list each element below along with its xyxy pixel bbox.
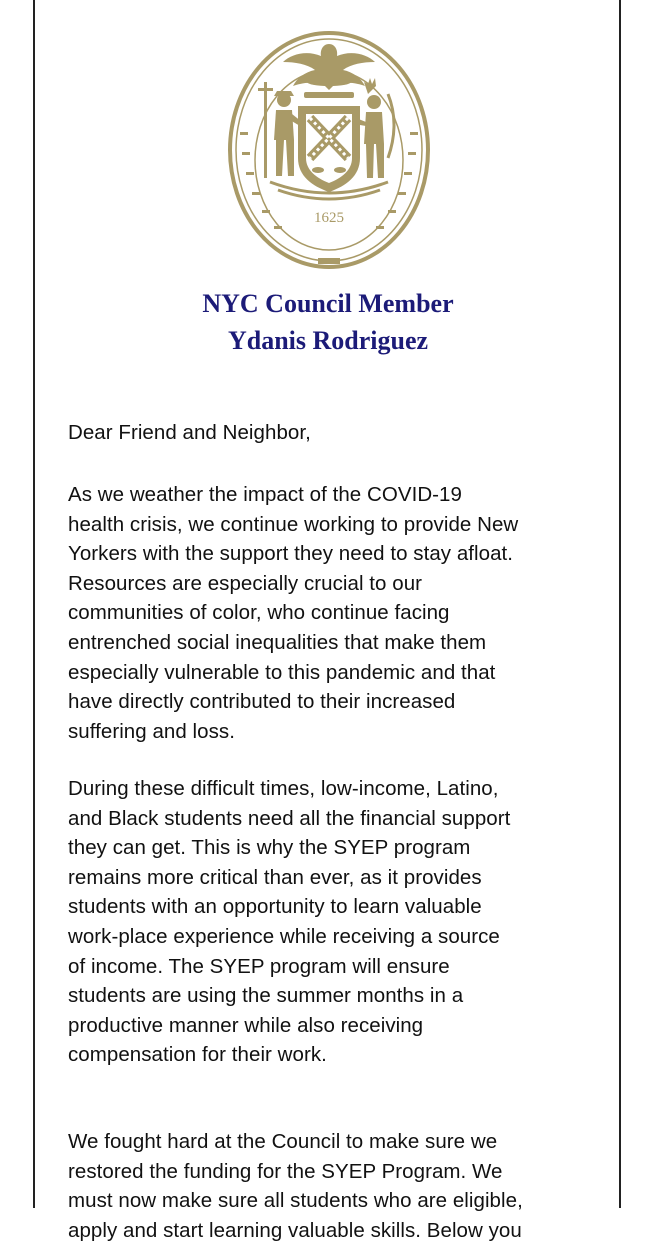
seal-year: 1625 — [314, 210, 344, 226]
paragraph-line: they can get. This is why the SYEP program — [68, 836, 471, 860]
paragraph-line: productive manner while also receiving — [68, 1013, 424, 1037]
paragraph-line: entrenched social inequalities that make them — [68, 630, 487, 654]
paragraph-line: students with an opportunity to learn valuable — [68, 895, 482, 919]
letter-paragraph-2 — [68, 774, 608, 1070]
letter-greeting: Dear Friend and Neighbor, — [68, 421, 311, 444]
paragraph-line: remains more critical than ever, as it provides — [68, 865, 482, 889]
paragraph-line: compensation for their work. — [68, 1043, 327, 1067]
paragraph-line: During these difficult times, low-income, Latino, — [68, 777, 499, 800]
paragraph-line: and Black students need all the financial support — [68, 806, 511, 830]
paragraph-line: We fought hard at the Council to make sure we — [68, 1130, 498, 1153]
paragraph-line: suffering and loss. — [68, 719, 235, 743]
letter-paragraph-3 — [68, 1127, 608, 1245]
paragraph-line: have directly contributed to their increased — [68, 690, 456, 714]
paragraph-line: students are using the summer months in a — [68, 984, 464, 1008]
paragraph-line: restored the funding for the SYEP Program. We — [68, 1159, 503, 1183]
paragraph-line: health crisis, we continue working to provide New — [68, 512, 519, 536]
paragraph-line: apply and start learning valuable skills. Below you — [68, 1218, 522, 1242]
council-member-name: Ydanis Rodriguez — [227, 326, 429, 355]
nyc-seal-icon — [226, 22, 432, 274]
paragraph-line: As we weather the impact of the COVID-19 — [68, 483, 462, 506]
paragraph-line: of income. The SYEP program will ensure — [68, 954, 450, 978]
paragraph-line: especially vulnerable to this pandemic and that — [68, 660, 496, 684]
council-member-title: NYC Council Member — [202, 289, 454, 318]
letter-paragraph-1 — [68, 480, 608, 746]
paragraph-line: Resources are especially crucial to our — [68, 571, 423, 595]
paragraph-line: work-place experience while receiving a source — [68, 924, 500, 948]
paragraph-line: Yorkers with the support they need to stay afloat. — [68, 542, 514, 566]
paragraph-line: communities of color, who continue facing — [68, 601, 450, 625]
paragraph-line: must now make sure all students who are eligible, — [68, 1189, 523, 1213]
